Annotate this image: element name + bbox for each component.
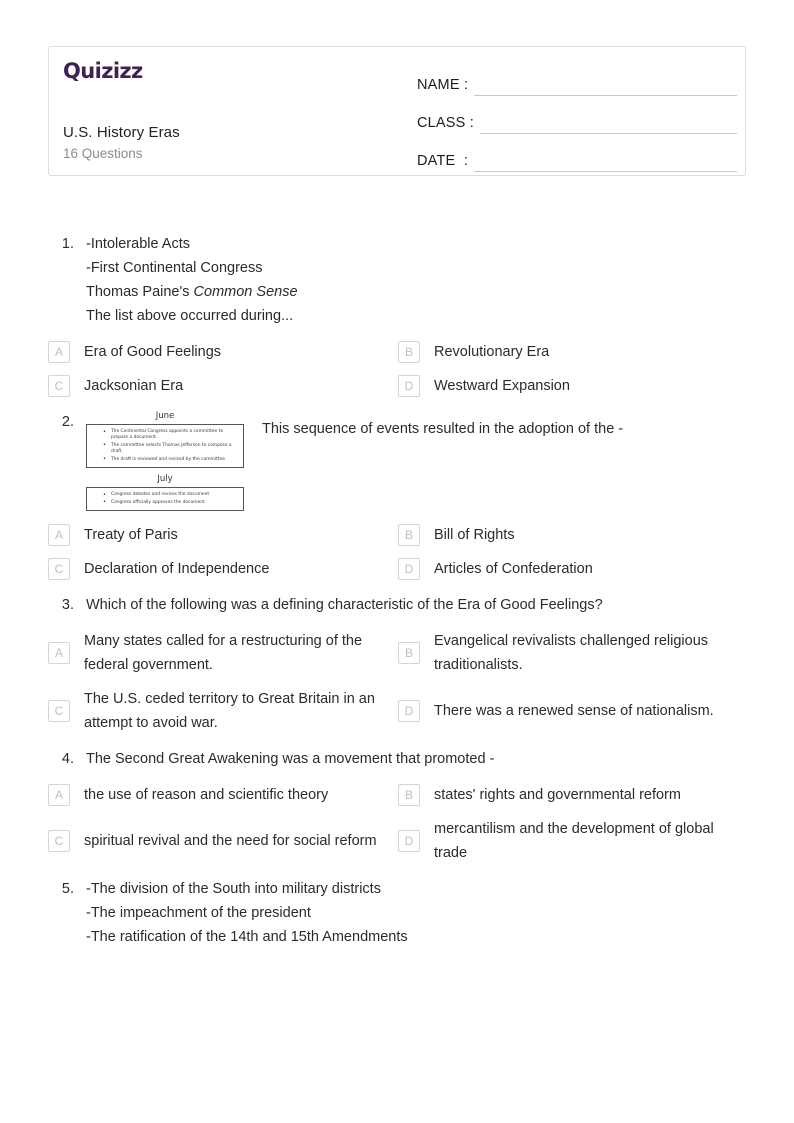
question-body — [86, 877, 748, 949]
question-block — [48, 410, 748, 581]
option-letter-badge: A — [48, 524, 70, 546]
answer-option-a[interactable] — [48, 783, 398, 807]
option-row — [48, 687, 748, 735]
option-letter-badge: C — [48, 830, 70, 852]
timeline-figure — [86, 410, 244, 511]
question-number: 4. — [61, 750, 74, 767]
question-text: This sequence of events resulted in the adoption of the - — [262, 421, 624, 437]
answer-option-c[interactable] — [48, 817, 398, 865]
option-letter-badge: D — [398, 700, 420, 722]
option-row — [48, 340, 748, 364]
answer-option-b[interactable] — [398, 340, 748, 364]
answer-option-a[interactable] — [48, 629, 398, 677]
option-text: spiritual revival and the need for social reform — [84, 832, 377, 849]
question-block — [48, 232, 748, 398]
answer-option-d[interactable] — [398, 557, 748, 581]
question-number: 5. — [61, 880, 74, 897]
name-input[interactable] — [474, 73, 737, 96]
option-text: There was a renewed sense of nationalism. — [434, 702, 714, 719]
option-letter-badge: D — [398, 558, 420, 580]
answer-option-c[interactable] — [48, 557, 398, 581]
worksheet-header-card — [48, 46, 746, 176]
questions-list — [48, 232, 748, 949]
question-number: 2. — [61, 414, 74, 430]
option-row — [48, 629, 748, 677]
option-letter-badge: B — [398, 642, 420, 664]
answer-option-d[interactable] — [398, 374, 748, 398]
question-line: -The impeachment of the president — [86, 904, 311, 921]
answer-options — [48, 629, 748, 735]
option-letter-badge: B — [398, 524, 420, 546]
question-line-plain: Thomas Paine's — [86, 284, 194, 300]
option-letter-badge: B — [398, 341, 420, 363]
option-letter-badge: C — [48, 375, 70, 397]
option-row — [48, 783, 748, 807]
option-text: The U.S. ceded territory to Great Britain in an attempt to avoid war. — [84, 690, 375, 731]
question-prompt: The list above occurred during... — [86, 308, 294, 324]
question-block — [48, 747, 748, 865]
question-text: Which of the following was a defining characteristic of the Era of Good Feelings? — [86, 596, 603, 613]
question-line: -The ratification of the 14th and 15th Amendments — [86, 928, 408, 945]
option-text: Treaty of Paris — [84, 526, 178, 543]
option-text: Era of Good Feelings — [84, 344, 222, 360]
option-letter-badge: D — [398, 375, 420, 397]
answer-option-c[interactable] — [48, 374, 398, 398]
answer-option-c[interactable] — [48, 687, 398, 735]
date-field-label: DATE : — [417, 153, 469, 169]
figure-bullet: • The committee selects Thomas Jefferson to compose a draft. — [111, 443, 239, 455]
student-info-fields — [417, 63, 737, 177]
answer-option-a[interactable] — [48, 523, 398, 547]
question-line: -The division of the South into military districts — [86, 880, 381, 897]
option-letter-badge: A — [48, 642, 70, 664]
question-block — [48, 877, 748, 949]
question-row — [48, 593, 748, 617]
class-field-label: CLASS : — [417, 115, 475, 131]
question-body — [86, 232, 748, 328]
option-text: Declaration of Independence — [84, 560, 270, 577]
name-field-row — [417, 63, 737, 96]
question-with-figure — [86, 410, 748, 511]
option-letter-badge: C — [48, 558, 70, 580]
question-row — [48, 232, 748, 328]
option-letter-badge: A — [48, 341, 70, 363]
option-text: Evangelical revivalists challenged religious traditionalists. — [434, 632, 709, 673]
question-row — [48, 747, 748, 771]
question-row — [48, 410, 748, 511]
option-text: the use of reason and scientific theory — [84, 786, 329, 803]
answer-option-b[interactable] — [398, 629, 748, 677]
answer-option-a[interactable] — [48, 340, 398, 364]
class-field-row — [417, 101, 737, 134]
date-field-row — [417, 139, 737, 172]
question-figure — [86, 410, 246, 511]
answer-option-b[interactable] — [398, 783, 748, 807]
option-row — [48, 523, 748, 547]
name-field-label: NAME : — [417, 77, 469, 93]
figure-month-label: July — [157, 474, 173, 485]
figure-month-label: June — [155, 411, 175, 421]
option-row — [48, 374, 748, 398]
answer-option-d[interactable] — [398, 687, 748, 735]
option-text: Bill of Rights — [434, 526, 515, 543]
option-text: Articles of Confederation — [434, 560, 593, 577]
question-row — [48, 877, 748, 949]
question-body — [86, 410, 748, 511]
answer-options — [48, 523, 748, 581]
answer-option-d[interactable] — [398, 817, 748, 865]
question-number: 3. — [61, 596, 74, 613]
question-line: -First Continental Congress — [86, 260, 263, 276]
option-text: Revolutionary Era — [434, 344, 550, 360]
question-block — [48, 593, 748, 735]
date-input[interactable] — [474, 149, 737, 172]
figure-box-july — [86, 487, 244, 511]
option-letter-badge: A — [48, 784, 70, 806]
page-title: U.S. History Eras — [63, 124, 180, 141]
answer-option-b[interactable] — [398, 523, 748, 547]
question-text: The Second Great Awakening was a movement that promoted - — [86, 750, 495, 767]
option-row — [48, 557, 748, 581]
quizizz-logo: Quizizz — [63, 59, 143, 83]
class-input[interactable] — [480, 111, 737, 134]
question-number: 1. — [61, 236, 74, 252]
option-letter-badge: C — [48, 700, 70, 722]
option-text: Many states called for a restructuring of the federal government. — [84, 632, 363, 673]
figure-bullet: • Congress officially approves the document — [111, 500, 239, 506]
figure-bullet: • Congress debates and revises the document. — [111, 492, 239, 498]
question-line-mixed — [86, 280, 748, 304]
question-count-label: 16 Questions — [63, 146, 143, 161]
answer-options — [48, 783, 748, 865]
figure-box-june — [86, 424, 244, 468]
figure-bullet: • The draft is reviewed and revised by the committee — [111, 457, 239, 463]
question-line-italic: Common Sense — [193, 284, 298, 300]
option-text: Jacksonian Era — [84, 378, 184, 394]
option-text: states' rights and governmental reform — [434, 786, 681, 803]
option-letter-badge: D — [398, 830, 420, 852]
question-line: -Intolerable Acts — [86, 236, 190, 252]
option-letter-badge: B — [398, 784, 420, 806]
header-brand-area — [63, 57, 413, 85]
answer-options — [48, 340, 748, 398]
option-row — [48, 817, 748, 865]
option-text: mercantilism and the development of global trade — [434, 820, 714, 861]
figure-bullet: • The Continental Congress appoints a committee to prepare a document. — [111, 429, 239, 441]
option-text: Westward Expansion — [434, 378, 570, 394]
